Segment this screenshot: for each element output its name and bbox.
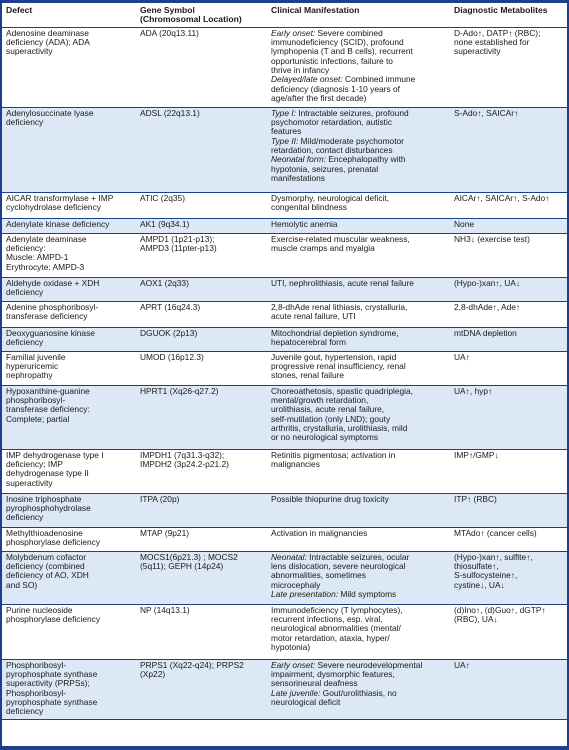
defect-cell-line: deficiency xyxy=(6,287,44,298)
gene-symbol-cell-line: IMPDH1 (7q31.3-q32); xyxy=(140,449,225,460)
defect-cell-line: nephropathy xyxy=(6,370,53,381)
gene-symbol-cell-line: AMPD1 (1p21-p13); xyxy=(140,233,215,244)
clinical-text: Exercise-related muscular weakness, xyxy=(271,233,410,244)
gene-symbol-cell-line: ADSL (22q13.1) xyxy=(140,107,200,118)
clinical-text: immunodeficiency (SCID), profound xyxy=(271,37,404,48)
diagnostic-metabolites-cell-line: mtDNA depletion xyxy=(454,327,517,338)
clinical-text: hypotonia) xyxy=(271,642,311,652)
clinical-text: lymphopenia (T and B cells), recurrent xyxy=(271,46,413,57)
clinical-text: Severe combined xyxy=(315,27,383,38)
gene-symbol-cell-line: IMPDH2 (3p24.2-p21.2) xyxy=(140,459,229,470)
gene-symbol-cell xyxy=(136,277,267,301)
gene-symbol-cell xyxy=(136,527,267,551)
clinical-text: 2,8-dhAde renal lithiasis, crystalluria, xyxy=(271,301,408,312)
defect-cell xyxy=(2,604,136,659)
defect-cell-line: deficiency xyxy=(6,512,44,523)
gene-symbol-cell xyxy=(136,385,267,449)
header-text: (Chromosomal Location) xyxy=(140,14,242,25)
diagnostic-metabolites-cell xyxy=(450,277,567,301)
diagnostic-metabolites-cell-line: IMP↑/GMP↓ xyxy=(454,449,499,460)
defect-cell-line: Adenylosuccinate lyase xyxy=(6,107,94,118)
diagnostic-metabolites-cell-line: MTAdo↑ (cancer cells) xyxy=(454,527,537,538)
gene-symbol-cell-line: UMOD (16p12.3) xyxy=(140,351,204,362)
gene-symbol-cell-line: APRT (16q24.3) xyxy=(140,301,201,312)
diagnostic-metabolites-cell-line: (Hypo-)xan↑, UA↓ xyxy=(454,277,521,288)
header-diagnostic-metabolites xyxy=(450,3,567,27)
clinical-text: manifestations xyxy=(271,172,325,183)
diagnostic-metabolites-cell-line: None xyxy=(454,218,475,229)
clinical-text: microcephaly xyxy=(271,579,321,590)
clinical-line xyxy=(271,338,447,347)
diagnostic-metabolites-cell xyxy=(450,659,567,719)
clinical-manifestation-cell xyxy=(267,192,450,218)
defect-cell-line: Molybdenum cofactor xyxy=(6,551,87,562)
defect-cell-line: Deoxyguanosine kinase xyxy=(6,327,95,338)
defect-cell-line: deficiency: xyxy=(6,243,46,254)
clinical-manifestation-cell xyxy=(267,604,450,659)
defect-cell-line: transferase deficiency: xyxy=(6,404,90,415)
clinical-text: or no neurological symptoms xyxy=(271,432,379,443)
table-row xyxy=(2,27,567,107)
table-row xyxy=(2,218,567,233)
diagnostic-metabolites-cell-line: D-Ado↑, DATP↑ (RBC); xyxy=(454,27,541,38)
defect-cell xyxy=(2,449,136,493)
table-row xyxy=(2,107,567,192)
diagnostic-metabolites-cell-line: UA↑, hyp↑ xyxy=(454,385,493,396)
clinical-manifestation-cell xyxy=(267,327,450,351)
clinical-subheading: Early onset: xyxy=(271,27,316,38)
clinical-manifestation-cell xyxy=(267,493,450,527)
defect-cell xyxy=(2,301,136,327)
defect-cell-line: Complete; partial xyxy=(6,413,70,424)
diagnostic-metabolites-cell xyxy=(450,351,567,385)
gene-symbol-cell xyxy=(136,233,267,277)
defect-cell xyxy=(2,551,136,604)
clinical-text: Juvenile gout, hypertension, rapid xyxy=(271,351,397,362)
clinical-text: Possible thiopurine drug toxicity xyxy=(271,493,389,504)
gene-symbol-cell-line: NP (14q13.1) xyxy=(140,604,190,615)
diagnostic-metabolites-cell-line: (RBC), UA↓ xyxy=(454,614,498,625)
gene-symbol-cell-line: (5q11); GEPH (14p24) xyxy=(140,561,224,572)
gene-symbol-cell xyxy=(136,449,267,493)
clinical-text: neurological deficit xyxy=(271,697,341,707)
clinical-text: recurrent infections, esp. viral, xyxy=(271,614,383,625)
table-row xyxy=(2,551,567,604)
clinical-text: congenital blindness xyxy=(271,202,347,213)
clinical-text: Intractable seizures, ocular xyxy=(306,551,410,562)
clinical-text: Severe neurodevelopmental xyxy=(315,659,423,670)
defect-cell-line: Familial juvenile xyxy=(6,351,66,362)
gene-symbol-cell xyxy=(136,551,267,604)
table-header xyxy=(2,3,567,27)
gene-symbol-cell xyxy=(136,351,267,385)
clinical-subheading: Early onset: xyxy=(271,659,316,670)
clinical-text: Mitochondrial depletion syndrome, xyxy=(271,327,399,338)
clinical-text: hepatocerebral form xyxy=(271,337,346,348)
defect-cell-line: transferase deficiency xyxy=(6,311,88,322)
clinical-line xyxy=(271,174,447,183)
clinical-text: Encephalopathy with xyxy=(325,154,406,165)
clinical-text: Mild symptoms xyxy=(338,589,397,599)
header-text: Clinical Manifestation xyxy=(271,5,360,15)
clinical-manifestation-cell xyxy=(267,218,450,233)
gene-symbol-cell xyxy=(136,301,267,327)
clinical-line xyxy=(271,529,447,538)
defect-cell xyxy=(2,493,136,527)
table-row xyxy=(2,192,567,218)
clinical-text: psychomotor retardation, autistic xyxy=(271,117,393,128)
clinical-line xyxy=(271,312,447,321)
gene-symbol-cell-line: AMPD3 (11pter-p13) xyxy=(140,243,217,254)
clinical-text: abnormalities, sometimes xyxy=(271,570,366,581)
defect-cell-line: Phosphoribosyl- xyxy=(6,687,67,698)
defect-cell-line: cyclohydrolase deficiency xyxy=(6,202,101,213)
defect-cell-line: superactivity xyxy=(6,46,53,57)
clinical-line xyxy=(271,698,447,707)
gene-symbol-cell-line: AK1 (9q34.1) xyxy=(140,218,190,229)
gene-symbol-cell xyxy=(136,27,267,107)
gene-symbol-cell-line: MTAP (9p21) xyxy=(140,527,190,538)
diagnostic-metabolites-cell-line: thiosulfate↑, xyxy=(454,561,499,572)
clinical-text: features xyxy=(271,126,302,137)
clinical-text: sensorineural deafness xyxy=(271,678,358,689)
diagnostic-metabolites-cell-line: superactivity xyxy=(454,46,501,57)
defect-cell-line: IMP dehydrogenase type I xyxy=(6,449,104,460)
defect-cell xyxy=(2,218,136,233)
defect-cell-line: Hypoxanthine-guanine xyxy=(6,385,90,396)
defect-cell xyxy=(2,107,136,192)
diagnostic-metabolites-cell xyxy=(450,27,567,107)
diagnostic-metabolites-cell xyxy=(450,107,567,192)
gene-symbol-cell xyxy=(136,493,267,527)
gene-symbol-cell-line: PRPS1 (Xq22-q24); PRPS2 xyxy=(140,659,244,670)
clinical-text: Combined immune xyxy=(342,74,416,85)
clinical-text: age/after the first decade) xyxy=(271,92,367,103)
diagnostic-metabolites-cell-line: (Hypo-)xan↑, sulfite↑, xyxy=(454,551,533,562)
clinical-text: Gout/urolithiasis, no xyxy=(320,687,397,698)
defect-cell-line: Phosphoribosyl- xyxy=(6,659,67,670)
gene-symbol-cell xyxy=(136,218,267,233)
defect-cell-line: Adenine phosphoribosyl- xyxy=(6,301,99,312)
clinical-text: deficiency (diagnosis 1-10 years of xyxy=(271,83,400,94)
clinical-manifestation-cell xyxy=(267,27,450,107)
gene-symbol-cell xyxy=(136,659,267,719)
table-row xyxy=(2,385,567,449)
clinical-line xyxy=(271,94,447,103)
diagnostic-metabolites-cell xyxy=(450,493,567,527)
clinical-text: mental/growth retardation, xyxy=(271,395,369,406)
clinical-line xyxy=(271,460,447,469)
defect-cell xyxy=(2,385,136,449)
defect-cell-line: deficiency of AO, XDH xyxy=(6,570,89,581)
clinical-manifestation-cell xyxy=(267,659,450,719)
header-gene-symbol xyxy=(136,3,267,27)
defect-cell xyxy=(2,659,136,719)
defect-cell-line: deficiency xyxy=(6,117,44,128)
diagnostic-metabolites-cell-line: none established for xyxy=(454,37,530,48)
clinical-subheading: Late presentation: xyxy=(271,589,339,599)
diagnostic-metabolites-cell xyxy=(450,218,567,233)
clinical-subheading: Type II: xyxy=(271,135,299,146)
diagnostic-metabolites-cell xyxy=(450,233,567,277)
gene-symbol-cell-line: ATIC (2q35) xyxy=(140,192,185,203)
clinical-line xyxy=(271,203,447,212)
diagnostic-metabolites-cell-line: ITP↑ (RBC) xyxy=(454,493,497,504)
clinical-subheading: Neonatal: xyxy=(271,551,307,562)
defect-cell-line: pyrophosphate synthase xyxy=(6,697,98,707)
defect-cell-line: Purine nucleoside xyxy=(6,604,73,615)
defect-cell xyxy=(2,277,136,301)
defect-cell-line: superactivity xyxy=(6,477,53,488)
diagnostic-metabolites-cell-line: UA↑ xyxy=(454,659,470,670)
diagnostic-metabolites-cell-line: S-Ado↑, SAICAr↑ xyxy=(454,107,519,118)
clinical-text: acute renal failure, UTI xyxy=(271,311,356,322)
diagnostic-metabolites-cell xyxy=(450,551,567,604)
defect-cell-line: Erythrocyte: AMPD-3 xyxy=(6,261,85,272)
clinical-line xyxy=(271,371,447,380)
gene-symbol-cell-line: AOX1 (2q33) xyxy=(140,277,189,288)
diagnostic-metabolites-cell-line: UA↑ xyxy=(454,351,470,362)
clinical-text: lens dislocation, severe neurological xyxy=(271,561,406,572)
diagnostic-metabolites-cell-line: (d)Ino↑, (d)Guo↑, dGTP↑ xyxy=(454,604,546,615)
clinical-subheading: Late juvenile: xyxy=(271,687,321,698)
clinical-text: hypotonia, seizures, prenatal xyxy=(271,163,379,174)
defect-cell-line: Aldehyde oxidase + XDH xyxy=(6,277,100,288)
gene-symbol-cell-line: HPRT1 (Xq26-q27.2) xyxy=(140,385,219,396)
defect-cell-line: pyrophosphohydrolase xyxy=(6,503,91,514)
clinical-text: Immunodeficiency (T lymphocytes), xyxy=(271,604,403,615)
clinical-text: thrive in infancy xyxy=(271,65,330,75)
diagnostic-metabolites-cell-line: cystine↓, UA↓ xyxy=(454,579,505,590)
diagnostic-metabolites-cell xyxy=(450,449,567,493)
clinical-line xyxy=(271,495,447,504)
clinical-manifestation-cell xyxy=(267,351,450,385)
defect-cell-line: hyperuricemic xyxy=(6,361,59,372)
defect-cell xyxy=(2,327,136,351)
clinical-manifestation-cell xyxy=(267,277,450,301)
clinical-text: retardation, contact disturbances xyxy=(271,145,393,155)
defect-cell-line: phosphoribosyl- xyxy=(6,395,66,406)
header-text: Gene Symbol xyxy=(140,5,195,15)
table-row xyxy=(2,449,567,493)
defect-cell-line: Methylthioadenosine xyxy=(6,527,83,538)
diagnostic-metabolites-cell xyxy=(450,604,567,659)
clinical-line xyxy=(271,643,447,652)
clinical-text: opportunistic infections, failure to xyxy=(271,55,393,66)
clinical-text: impairment, dysmorphic features, xyxy=(271,669,395,680)
clinical-line xyxy=(271,590,447,599)
gene-symbol-cell-line: DGUOK (2p13) xyxy=(140,327,198,338)
table-row xyxy=(2,351,567,385)
clinical-text: Choreoathetosis, spastic quadriplegia, xyxy=(271,385,413,396)
clinical-manifestation-cell xyxy=(267,385,450,449)
table-row xyxy=(2,301,567,327)
clinical-manifestation-cell xyxy=(267,301,450,327)
defect-cell-line: deficiency (combined xyxy=(6,561,85,572)
clinical-text: malignancies xyxy=(271,459,320,470)
gene-symbol-cell-line: (Xp22) xyxy=(140,669,166,680)
diagnostic-metabolites-cell xyxy=(450,385,567,449)
diagnostic-metabolites-cell xyxy=(450,327,567,351)
defect-cell-line: superactivity (PRPSs); xyxy=(6,678,90,689)
table-row xyxy=(2,604,567,659)
clinical-text: muscle cramps and myalgia xyxy=(271,243,375,254)
clinical-manifestation-cell xyxy=(267,233,450,277)
header-clinical-manifestation xyxy=(267,3,450,27)
clinical-text: stones, renal failure xyxy=(271,370,345,381)
defect-cell-line: deficiency xyxy=(6,337,44,348)
clinical-subheading: Type I: xyxy=(271,107,296,118)
clinical-text: Intractable seizures, profound xyxy=(295,107,409,118)
gene-symbol-cell xyxy=(136,327,267,351)
defect-cell-line: deficiency xyxy=(6,706,44,717)
clinical-text: Retinitis pigmentosa; activation in xyxy=(271,449,396,460)
clinical-line xyxy=(271,220,447,229)
defect-cell-line: Adenosine deaminase xyxy=(6,27,89,38)
defect-cell-line: deficiency; IMP xyxy=(6,459,63,470)
defect-cell-line: AICAR transformylase + IMP xyxy=(6,192,114,203)
clinical-line xyxy=(271,433,447,442)
clinical-manifestation-cell xyxy=(267,107,450,192)
defect-cell xyxy=(2,351,136,385)
clinical-text: Hemolytic anemia xyxy=(271,218,338,229)
defect-cell-line: Adenylate deaminase xyxy=(6,233,87,244)
header-defect xyxy=(2,3,136,27)
clinical-text: urolithiasis, acute renal failure, xyxy=(271,404,385,415)
defect-cell-line: Muscle: AMPD-1 xyxy=(6,252,69,263)
defect-cell-line: deficiency (ADA); ADA xyxy=(6,37,90,48)
clinical-text: neurological abnormalities (mental/ xyxy=(271,623,401,634)
table-row xyxy=(2,277,567,301)
clinical-subheading: Delayed/late onset: xyxy=(271,74,343,85)
diagnostic-metabolites-cell-line: S-sulfocysteine↑, xyxy=(454,570,518,581)
gene-symbol-cell xyxy=(136,107,267,192)
defect-cell xyxy=(2,233,136,277)
table-body xyxy=(2,27,567,719)
clinical-text: UTI, nephrolithiasis, acute renal failure xyxy=(271,277,414,288)
clinical-manifestation-cell xyxy=(267,551,450,604)
diagnostic-metabolites-cell-line: NH3↓ (exercise test) xyxy=(454,233,530,244)
diagnostic-metabolites-cell-line: AICAr↑, SAICAr↑, S-Ado↑ xyxy=(454,192,550,203)
clinical-text: progressive renal insufficiency, renal xyxy=(271,361,406,372)
diagnostic-metabolites-cell xyxy=(450,527,567,551)
clinical-line xyxy=(271,244,447,253)
diagnostic-metabolites-cell xyxy=(450,192,567,218)
table-row xyxy=(2,493,567,527)
defect-cell-line: phosphorylase deficiency xyxy=(6,614,101,625)
clinical-text: arthritis, crystalluria, urolithiasis, mild xyxy=(271,423,408,433)
gene-symbol-cell xyxy=(136,604,267,659)
clinical-subheading: Neonatal form: xyxy=(271,154,326,165)
clinical-manifestation-cell xyxy=(267,449,450,493)
defect-cell-line: phosphorylase deficiency xyxy=(6,537,101,548)
purine-disorders-table xyxy=(2,3,567,720)
defect-cell xyxy=(2,27,136,107)
diagnostic-metabolites-cell-line: 2,8-dhAde↑, Ade↑ xyxy=(454,301,521,312)
table-row xyxy=(2,233,567,277)
defect-cell xyxy=(2,192,136,218)
defect-cell-line: pyrophosphate synthase xyxy=(6,669,98,680)
header-text: Defect xyxy=(6,5,33,15)
header-row xyxy=(2,3,567,27)
table-row xyxy=(2,527,567,551)
defect-cell-line: and SO) xyxy=(6,579,38,590)
clinical-text: motor retardation, ataxia, hyper/ xyxy=(271,632,390,643)
clinical-text: Activation in malignancies xyxy=(271,527,368,538)
clinical-line xyxy=(271,279,447,288)
defect-cell xyxy=(2,527,136,551)
table-bottom-rule xyxy=(2,746,567,750)
defect-cell-line: dehydrogenase type II xyxy=(6,468,89,479)
clinical-text: self-mutilation (only LND); gouty xyxy=(271,413,391,424)
defect-cell-line: Inosine triphosphate xyxy=(6,493,82,504)
clinical-text: Mild/moderate psychomotor xyxy=(298,135,404,146)
gene-symbol-cell-line: MOCS1(6p21.3) ; MOCS2 xyxy=(140,551,238,562)
table-row xyxy=(2,327,567,351)
table-row xyxy=(2,659,567,719)
gene-symbol-cell-line: ADA (20q13.11) xyxy=(140,27,199,38)
defect-cell-line: Adenylate kinase deficiency xyxy=(6,218,110,229)
clinical-manifestation-cell xyxy=(267,527,450,551)
header-text: Diagnostic Metabolites xyxy=(454,5,548,15)
gene-symbol-cell-line: ITPA (20p) xyxy=(140,493,180,504)
diagnostic-metabolites-cell xyxy=(450,301,567,327)
clinical-text: Dysmorphy, neurological deficit, xyxy=(271,192,390,203)
gene-symbol-cell xyxy=(136,192,267,218)
